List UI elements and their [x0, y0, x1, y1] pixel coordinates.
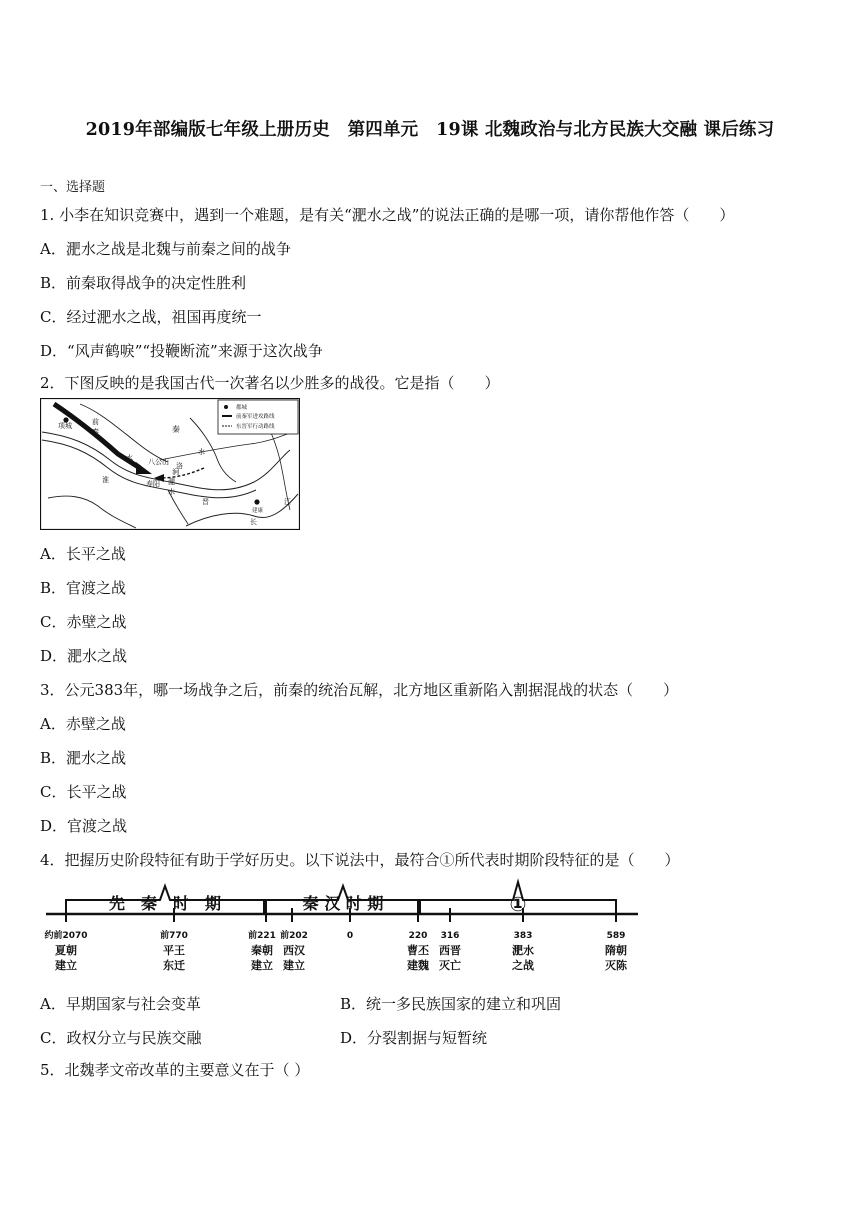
question-2-option-d[interactable]: D．淝水之战	[40, 647, 128, 665]
map-label: 淝	[168, 478, 175, 486]
timeline-event: 建立	[283, 959, 305, 972]
map-label: 秦	[92, 428, 99, 436]
map-label: 水	[168, 488, 175, 496]
timeline-event: 秦朝	[251, 944, 273, 957]
question-3-option-c[interactable]: C．长平之战	[40, 783, 127, 801]
timeline-event: 曹丕	[407, 944, 429, 957]
map-label: 八公山	[148, 458, 169, 466]
timeline-year: 220	[408, 931, 428, 941]
timeline-period-qin-han: 秦 汉 时 期	[302, 894, 384, 913]
timeline-year: 约前2070	[44, 931, 88, 941]
question-4-option-a[interactable]: A．早期国家与社会变革	[40, 995, 201, 1013]
question-4-stem: 4．把握历史阶段特征有助于学好历史。以下说法中，最符合①所代表时期阶段特征的是（ ）	[40, 851, 680, 869]
map-label: 水	[126, 454, 133, 462]
timeline-year: 0	[346, 931, 354, 941]
question-3-stem: 3．公元383年，哪一场战争之后，前秦的统治瓦解，北方地区重新陷入割据混战的状态（ ）	[40, 681, 679, 699]
timeline-event: 东迁	[163, 959, 185, 972]
question-4-option-c[interactable]: C．政权分立与民族交融	[40, 1029, 202, 1047]
question-3-option-d[interactable]: D．官渡之战	[40, 817, 128, 835]
question-2-option-b[interactable]: B．官渡之战	[40, 579, 127, 597]
timeline-event: 隋朝	[605, 944, 627, 957]
map-legend-qin-route: 前秦军进攻路线	[236, 414, 275, 420]
timeline-period-pre-qin: 先 秦 时 期	[108, 894, 222, 913]
map-label: 建康	[252, 508, 264, 514]
timeline-year: 316	[440, 931, 460, 941]
timeline-event: 灭亡	[439, 959, 461, 972]
question-4-option-d[interactable]: D．分裂割据与短暂统	[340, 1029, 488, 1047]
timeline-event: 平王	[163, 944, 185, 957]
map-label: 淮	[102, 476, 109, 484]
timeline-event: 建魏	[407, 959, 429, 972]
timeline-event: 淝水	[512, 944, 534, 957]
timeline-year: 前202	[280, 931, 308, 941]
map-legend-jin-route: 东晋军行动路线	[236, 424, 275, 430]
question-5-stem: 5．北魏孝文帝改革的主要意义在于（ ）	[40, 1061, 310, 1079]
section-heading: 一、选择题	[40, 180, 106, 195]
page-title: 2019年部编版七年级上册历史 第四单元 19课 北魏政治与北方民族大交融 课后练习	[85, 120, 775, 140]
question-4-option-b[interactable]: B．统一多民族国家的建立和巩固	[340, 995, 562, 1013]
map-label: 前	[92, 418, 99, 426]
timeline-year: 前770	[160, 931, 188, 941]
question-2-option-a[interactable]: A．长平之战	[40, 545, 126, 563]
timeline-event: 夏朝	[55, 944, 77, 957]
question-1-option-a[interactable]: A．淝水之战是北魏与前秦之间的战争	[40, 240, 291, 258]
map-label: 洛	[176, 462, 183, 470]
map-label: 寿阳	[146, 480, 160, 488]
question-3-option-a[interactable]: A．赤壁之战	[40, 715, 126, 733]
timeline-event: 之战	[512, 959, 534, 972]
timeline-year: 589	[606, 931, 626, 941]
timeline-event: 西晋	[439, 944, 461, 957]
map-label: 项城	[58, 422, 72, 430]
map-label: 水	[198, 448, 205, 456]
timeline-event: 灭陈	[605, 959, 627, 972]
timeline-year: 383	[513, 931, 533, 941]
question-1-option-d[interactable]: D．“风声鹤唳”“投鞭断流”来源于这次战争	[40, 342, 323, 360]
battle-map-image	[40, 398, 300, 530]
timeline-year: 前221	[248, 931, 276, 941]
question-1-option-b[interactable]: B．前秦取得战争的决定性胜利	[40, 274, 247, 292]
timeline-period-marker: ①	[509, 892, 527, 916]
question-1-stem: 1. 小李在知识竞赛中，遇到一个难题，是有关“淝水之战”的说法正确的是哪一项，请你帮他作答（ ）	[40, 206, 735, 224]
question-2-stem: 2．下图反映的是我国古代一次著名以少胜多的战役。它是指（ ）	[40, 374, 500, 392]
question-2-option-c[interactable]: C．赤壁之战	[40, 613, 127, 631]
map-label: 长	[250, 518, 257, 526]
map-label: 秦	[172, 425, 180, 434]
map-label: 江	[284, 498, 291, 506]
timeline-event: 西汉	[283, 944, 305, 957]
map-legend-capital: 都城	[236, 405, 248, 411]
map-label: 涧	[172, 468, 179, 476]
map-label: 晋	[202, 498, 209, 506]
timeline-event: 建立	[55, 959, 77, 972]
timeline-event: 建立	[251, 959, 273, 972]
question-3-option-b[interactable]: B．淝水之战	[40, 749, 127, 767]
question-1-option-c[interactable]: C．经过淝水之战，祖国再度统一	[40, 308, 262, 326]
history-timeline-image	[40, 874, 644, 984]
